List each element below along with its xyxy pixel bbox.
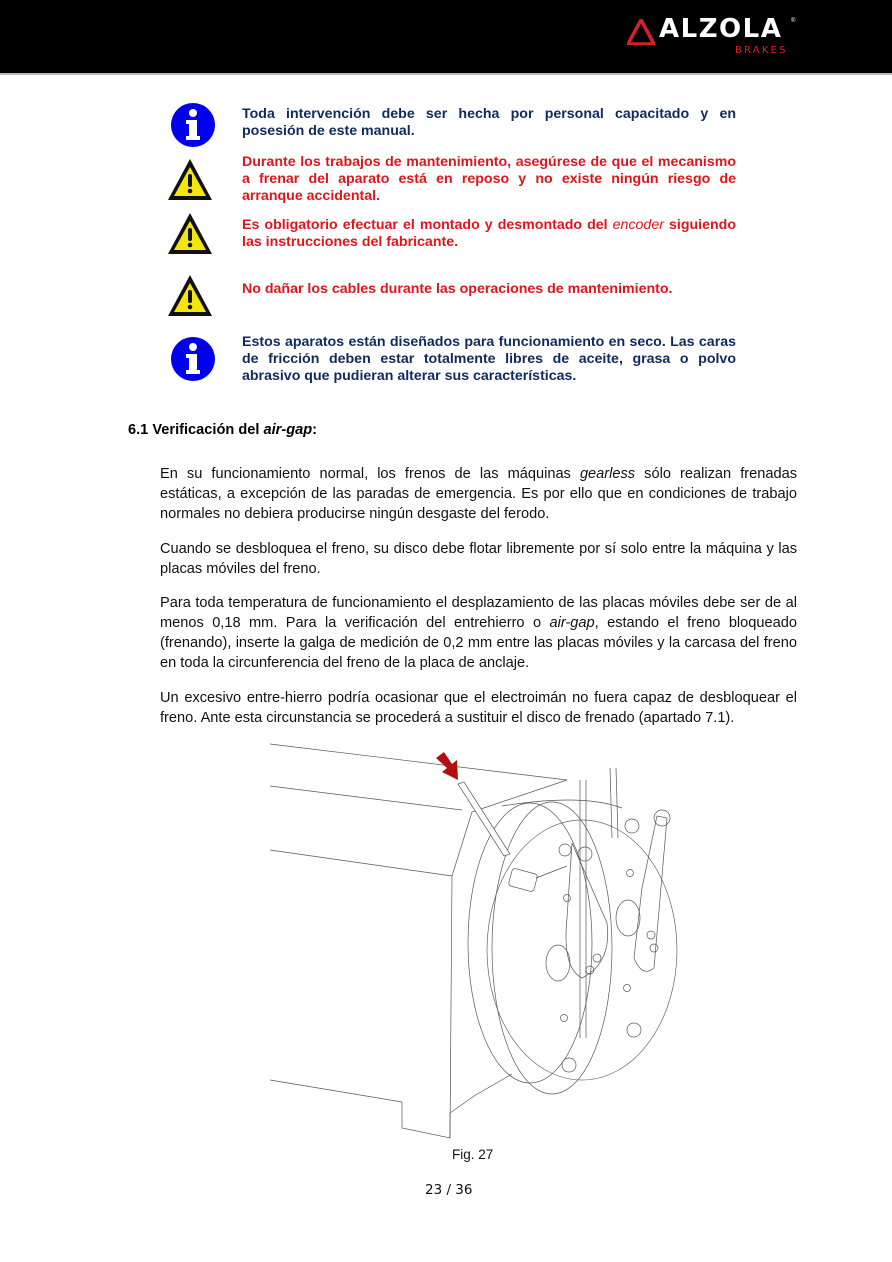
warning-icon <box>166 210 214 258</box>
paragraph-text: , estando el freno bloqueado (frenando), inserte la galga de medición de 0,2 mm entre las placas móviles y la carcasa del freno en toda la circunferencia del freno de la placa de anclaje. <box>160 615 797 671</box>
logo-registered: ® <box>791 18 796 24</box>
alzola-logo <box>627 16 802 60</box>
info-icon <box>169 335 217 383</box>
paragraph-italic: gearless <box>579 466 636 482</box>
notice-text-part: Es obligatorio efectuar el montado y desmontado del <box>242 217 613 233</box>
notice-text-italic: encoder <box>612 217 664 233</box>
brake-figure <box>262 738 702 1140</box>
notice-text: Estos aparatos están diseñados para funcionamiento en seco. Las caras de fricción deben estar totalmente libres de aceite, grasa o polvo abrasivo que pudieran alterar sus características. <box>242 334 736 384</box>
paragraph-text: sólo realizan frenadas estáticas, a excepción de las paradas de emergencia. Es por ello que en condiciones de trabajo normales no debiera producirse ningún desgaste del ferodo. <box>160 466 797 522</box>
figure-caption: Fig. 27 <box>452 1147 494 1162</box>
red-arrow-icon <box>436 752 458 780</box>
notice-text: Durante los trabajos de mantenimiento, asegúrese de que el mecanismo a frenar del aparato está en reposo y no existe ningún riesgo de arranque accidental. <box>242 154 736 204</box>
paragraph: Cuando se desbloquea el freno, su disco debe flotar libremente por sí solo entre la máquina y las placas móviles del freno. <box>160 541 797 577</box>
notice-text-part: siguiendo las instrucciones del fabricante. <box>242 217 736 250</box>
page-header <box>0 0 892 73</box>
logo-brand: ALZOLA <box>659 14 783 44</box>
encoder-connector <box>508 866 567 892</box>
notice-text: No dañar los cables durante las operaciones de mantenimiento. <box>242 281 673 297</box>
section-title-text: Verificación del <box>152 422 264 438</box>
logo-sub: BRAKES <box>735 45 788 56</box>
notice-text <box>242 217 736 251</box>
section-title-text: : <box>312 422 318 438</box>
page-number: 23 / 36 <box>425 1182 473 1198</box>
paragraph-italic: air-gap <box>549 615 595 631</box>
section-title <box>128 422 317 438</box>
logo-triangle-icon <box>627 19 655 45</box>
section-number: 6.1 <box>128 422 149 438</box>
paragraph <box>160 593 797 673</box>
notice-text: Toda intervención debe ser hecha por personal capacitado y en posesión de este manual. <box>242 106 736 139</box>
warning-icon <box>166 156 214 204</box>
header-divider <box>0 73 892 75</box>
info-icon <box>169 101 217 149</box>
paragraph <box>160 464 797 524</box>
paragraph-text: En su funcionamiento normal, los frenos de las máquinas <box>160 466 580 482</box>
feeler-gauge <box>458 782 510 856</box>
brake-levers <box>546 768 670 1038</box>
paragraph-text: Para toda temperatura de funcionamiento el desplazamiento de las placas móviles debe ser de al menos 0,18 mm. Para la verificación del entrehierro o <box>160 595 797 631</box>
warning-icon <box>166 272 214 320</box>
paragraph: Un excesivo entre-hierro podría ocasionar que el electroimán no fuera capaz de desbloquear el freno. Ante esta circunstancia se procederá a sustituir el disco de frenado (apartado 7.1). <box>160 690 797 726</box>
section-title-italic: air-gap <box>263 422 313 438</box>
